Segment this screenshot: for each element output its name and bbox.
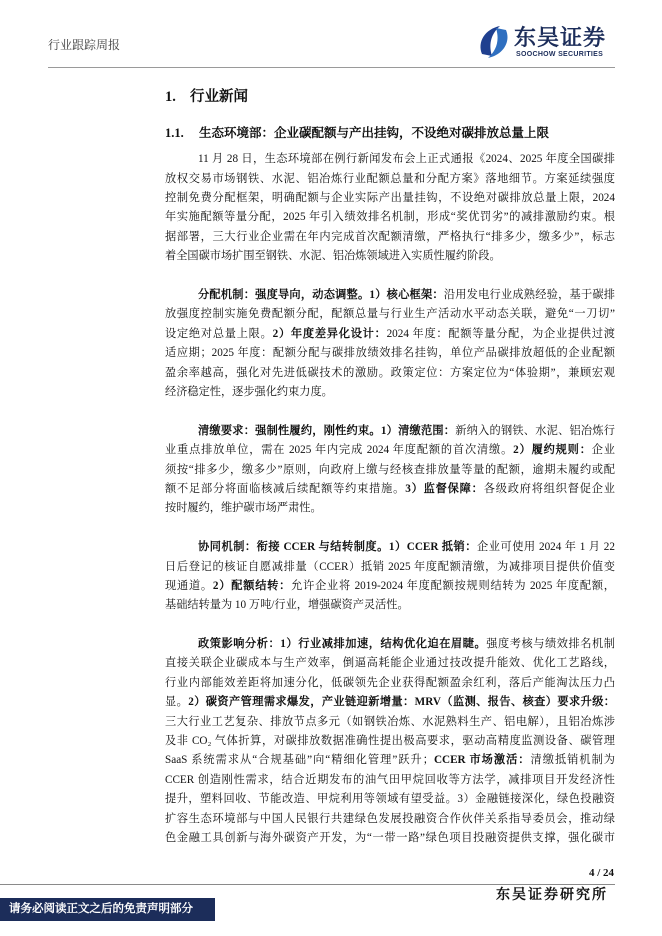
text-run: 11 月 28 日，生态环境部在例行新闻发布会上正式通报《2024、2025 年度全国碳排	[198, 153, 615, 166]
text-run: 允许企业将 2019-2024 年度配额按规则结转为 2025 年度配额，	[291, 579, 615, 592]
text-run: 业重点排放单位，需在 2025 年内完成 2024 年度配额的首次清缴。	[165, 444, 514, 457]
brand-name-cn: 东吴证券	[514, 25, 607, 50]
report-type-label: 行业跟踪周报	[48, 38, 121, 52]
text-line	[165, 150, 615, 169]
disclaimer-banner	[0, 898, 215, 921]
text-run: 三大行业工艺复杂、排放节点多元（如钢铁冶炼、水泥熟料生产、铝电解），且铝冶炼涉	[165, 715, 615, 728]
text-line	[165, 344, 615, 363]
text-line	[165, 771, 615, 790]
subsection-number: 1.1.	[165, 126, 184, 140]
paragraph	[165, 538, 615, 616]
bold-text: 2）履约规则：	[513, 444, 592, 457]
text-run: 提升，塑料回收、节能改造、甲烷利用等领域有望受益。3）金融链接深化，绿色投融资	[165, 793, 615, 806]
text-run: 据部署，三大行业企业需在年内完成首次配额清缴，严格执行“排多少，缴多少”，标志	[165, 230, 615, 243]
bold-text: 2）年度差异化设计：	[272, 327, 387, 340]
text-line	[165, 325, 615, 344]
text-line	[165, 558, 615, 577]
text-run: 按时履约，维护碳市场严肃性。	[165, 502, 322, 515]
text-run: SaaS 系统需求从“合规基础”向“精细化管理”跃升；	[165, 754, 434, 767]
bold-text: 清缴要求：强制性履约，刚性约束。1）清缴范围：	[198, 424, 456, 437]
text-run: 现通道。	[165, 579, 213, 592]
text-run: 各级政府将组织督促企业	[483, 482, 615, 495]
section-number: 1.	[165, 89, 176, 105]
text-line	[165, 829, 615, 848]
body-text	[165, 150, 615, 867]
text-line	[165, 790, 615, 809]
text-run: 清缴抵销机制为	[530, 754, 615, 767]
text-line	[165, 286, 615, 305]
text-line	[165, 751, 615, 770]
text-line	[165, 810, 615, 829]
text-line	[165, 208, 615, 227]
text-line	[165, 247, 615, 266]
bold-text: CCER 市场激活：	[433, 754, 531, 767]
bold-text: 政策影响分析：1）行业减排加速，结构优化迫在眉睫。	[198, 638, 487, 651]
bold-text: 2）碳资产管理需求爆发，产业链迎新增量：MRV（监测、报告、核查）要求升级：	[188, 696, 615, 709]
text-line	[165, 422, 615, 441]
text-run: 适应期；2025 年度：配额分配与碳排放绩效排名挂钩，单位产品碳排放超低的企业配额	[165, 347, 615, 360]
bold-text: 2）配额结转：	[212, 579, 292, 592]
text-run: 2024 年度：配额等量分配，为企业提供过渡	[386, 327, 615, 340]
section-heading	[165, 88, 248, 106]
footer-org-name: 东吴证券研究所	[496, 888, 608, 903]
text-line	[165, 732, 615, 751]
footer-page-number: 4 / 24	[588, 867, 614, 879]
text-line	[165, 228, 615, 247]
text-line	[165, 499, 615, 518]
text-run: 放强度控制实施免费配额分配，配额总量与行业生产活动水平动态关联，避免“一刀切”	[165, 308, 615, 321]
subsection-title: 生态环境部：企业碳配额与产出挂钩，不设绝对碳排放总量上限	[199, 126, 550, 140]
text-run: 行业内部能效差距将加速分化，低碳领先企业获得配额盈余红利，落后产能淘汰压力凸	[165, 676, 615, 689]
text-run: 控制免费分配框架，明确配额与企业实际产出量挂钩，不设绝对碳排放总量上限，2024	[165, 192, 615, 205]
text-run: 年实施配额等量分配，2025 年引入绩效排名机制，形成“奖优罚劣”的减排激励约束。根	[165, 211, 615, 224]
text-line	[165, 577, 615, 596]
text-line	[165, 674, 615, 693]
text-run: 显。	[165, 696, 189, 709]
disclaimer-text: 请务必阅读正文之后的免责声明部分	[9, 903, 193, 915]
section-title: 行业新闻	[190, 89, 248, 105]
text-line	[165, 654, 615, 673]
subsection-heading	[165, 125, 549, 141]
bold-text: 分配机制：强度导向，动态调整。1）核心框架：	[198, 289, 444, 302]
text-line	[165, 364, 615, 383]
brand-name-en: SOOCHOW SECURITIES	[516, 51, 604, 58]
paragraph	[165, 635, 615, 848]
text-run: 着全国碳市场扩围至钢铁、水泥、铝冶炼领域进入实质性履约阶段。	[165, 250, 501, 263]
paragraph	[165, 422, 615, 519]
text-run: 日后登记的核证自愿减排量（CCER）抵销 2025 年度配额清缴，为减排项目提供价值变	[165, 560, 615, 573]
text-run: 放权交易市场钢铁、水泥、铝冶炼行业配额总量和分配方案》落地细节。方案延续强度	[165, 172, 615, 185]
text-line	[165, 305, 615, 324]
footer-divider	[0, 884, 615, 885]
text-run: 设定绝对总量上限。	[165, 327, 273, 340]
text-run: 企业可使用 2024 年 1 月 22	[477, 541, 615, 554]
text-run: 盈余率越高，强化对先进低碳技术的激励。政策定位：方案定位为“体验期”，兼顾宏观	[165, 366, 615, 379]
text-run: 企业	[591, 444, 615, 457]
text-line	[165, 461, 615, 480]
text-run: 沿用发电行业成熟经验，基于碳排	[443, 289, 615, 302]
text-run: 额不足部分将面临核减后续配额等约束措施。	[165, 482, 406, 495]
text-line	[165, 538, 615, 557]
text-line	[165, 170, 615, 189]
text-line	[165, 480, 615, 499]
text-line	[165, 383, 615, 402]
text-line	[165, 596, 615, 615]
text-run: 基础结转量为 10 万吨/行业，增强碳资产灵活性。	[165, 599, 409, 612]
text-run: 直接关联企业碳成本与生产效率，倒逼高耗能企业通过技改提升能效、优化工艺路线，	[165, 657, 615, 670]
text-run: 色金融工具创新与海外碳资产开发，为“一带一路”绿色项目投融资提供支撑，强化碳市	[165, 831, 615, 844]
header-divider	[48, 67, 615, 68]
text-line	[165, 693, 615, 712]
soochow-logo-icon	[476, 23, 512, 61]
text-line	[165, 189, 615, 208]
text-line	[165, 441, 615, 460]
text-run: 及非 CO₂ 气体折算，对碳排放数据准确性提出极高要求，驱动高精度监测设备、碳管理	[165, 735, 615, 748]
text-run: CCER 创造刚性需求，结合近期发布的油气田甲烷回收等方法学，减排项目开发经济性	[165, 773, 615, 786]
text-run: 扩容生态环境部与中国人民银行共建绿色发展投融资合作伙伴关系指导委员会，推动绿	[165, 812, 615, 825]
text-line	[165, 635, 615, 654]
text-run: 须按“排多少，缴多少”原则，向政府上缴与经核查排放量等量的配额，逾期未履约或配	[165, 463, 615, 476]
bold-text: 协同机制：衔接 CCER 与结转制度。1）CCER 抵销：	[198, 541, 477, 554]
text-line	[165, 713, 615, 732]
text-run: 新纳入的钢铁、水泥、铝冶炼行	[455, 424, 615, 437]
paragraph	[165, 286, 615, 402]
text-run: 强度考核与绩效排名机制	[486, 638, 615, 651]
text-run: 经济稳定性，逐步强化约束力度。	[165, 385, 333, 398]
paragraph	[165, 150, 615, 266]
bold-text: 3）监督保障：	[405, 482, 484, 495]
